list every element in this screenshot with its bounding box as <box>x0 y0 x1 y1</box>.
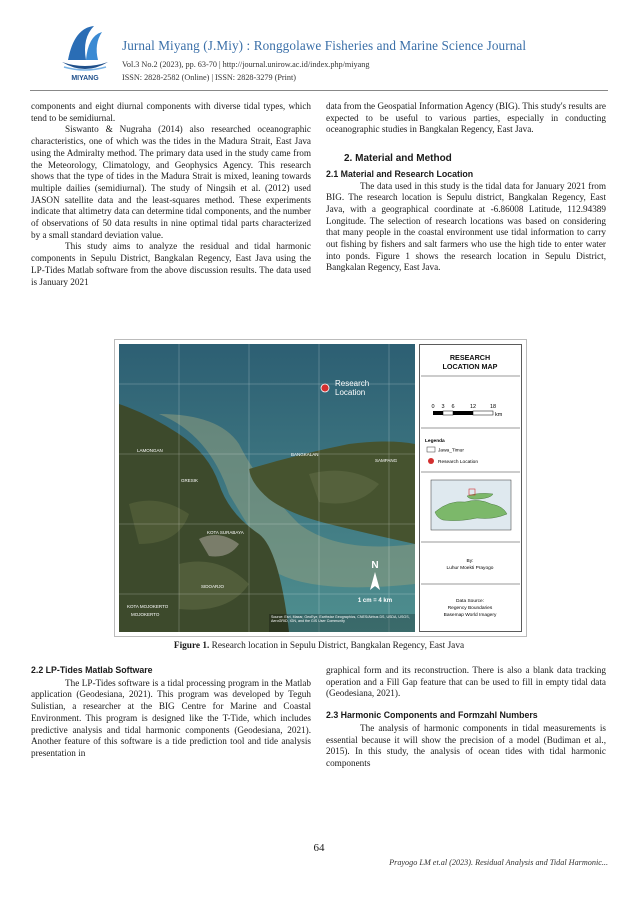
left-column <box>31 101 311 288</box>
figure-caption-text: Research location in Sepulu District, Bangkalan Regency, East Java <box>209 641 465 651</box>
legend-title-1: RESEARCH <box>449 353 491 362</box>
svg-text:6: 6 <box>451 404 455 410</box>
legend-item-jatim: Jawa_Timur <box>438 448 464 454</box>
bottom-right-column <box>326 665 606 770</box>
svg-text:12: 12 <box>469 404 477 410</box>
research-location-marker <box>321 384 329 392</box>
figure-caption <box>0 641 638 651</box>
legend-item-research: Research Location <box>438 460 478 465</box>
source-item-2: Basemap World Imagery <box>443 613 497 618</box>
author-name: Luhur Moekti Prayogo <box>446 566 494 571</box>
label-sidoarjo: SIDOARJO <box>201 584 225 589</box>
legend-swatch-jatim <box>427 447 435 452</box>
left-paragraph-1: components and eight diurnal components with diverse tidal types, which tend to be semidiurnal. <box>31 101 311 123</box>
legend-marker-research <box>428 458 434 464</box>
subsection-heading-2-3: 2.3 Harmonic Components and Formzahl Numbers <box>326 710 538 721</box>
journal-logo <box>54 20 116 82</box>
inset-map <box>431 480 511 530</box>
right-column <box>326 101 606 274</box>
label-sampang: SAMPANG <box>375 458 398 463</box>
bottom-right-paragraph-2: The analysis of harmonic components in tidal measurements is essential because it will show the precision of a model (Budiman et al., 2015). In this study, the analysis of ocean tides with tidal harmonic components <box>326 722 606 768</box>
source-item-1: Regency Boundaries <box>447 606 493 611</box>
header-rule <box>30 90 608 91</box>
bottom-left-paragraph-1: The LP-Tides software is a tidal processing program in the Matlab application (Geodesiana, 2021). This program was developed by Teguh Sulistian, a researcher at the BIG Centre for Marine and Coastal Environment. This program is designed like the T-Tide, which includes predictive analysis and tidal harmonic components (Geodesiana, 2021). Another feature of this software is a tide prediction tool and tide analysis presentation in <box>31 677 311 758</box>
bottom-left-column <box>31 665 311 760</box>
subsection-heading-2-1: 2.1 Material and Research Location <box>326 168 474 179</box>
left-paragraph-2: Siswanto & Nugraha (2014) also researched oceanographic characteristics, one of which was the tides in the Madura Strait, East Java using the Admiralty method. The primary data used in the study came from the Meteorology, Climatology, and Geophysics Agency. This research shows that the type of tides in the Madura Strait is mixed, leaning towards multiple dailies (semidiurnal). The study of Ningsih et al. (2012) used JASON satellite data and the least-squares method. These experiments indicate that altimetry data can determine tidal components, and the number of observations of 50 data results in nine optimal tidal parts characterized by a small standard deviation value. <box>31 124 311 240</box>
label-lamongan: LAMONGAN <box>137 448 163 453</box>
page-number: 64 <box>313 842 325 854</box>
label-gresik: GRESIK <box>181 478 199 483</box>
footer-citation: Prayogo LM et.al (2023). Residual Analysis and Tidal Harmonic... <box>389 858 608 867</box>
logo-text: MIYANG <box>71 75 99 82</box>
section-heading-2: 2. Material and Method <box>344 153 452 165</box>
legend-panel <box>419 344 522 632</box>
left-paragraph-3: This study aims to analyze the residual and tidal harmonic components in Sepulu District, Bangkalan Regency, East Java using the LP-Tides Matlab software from the above discussion results. The data used is January 2021 <box>31 241 311 287</box>
svg-text:km: km <box>495 412 503 418</box>
journal-title: Jurnal Miyang (J.Miy) : Ronggolawe Fisheries and Marine Science Journal <box>122 38 527 53</box>
bottom-right-paragraph-1: graphical form and its reconstruction. There is also a blank data tracking operation and a Fill Gap feature that can be used to fill in empty tidal data (Geodesiana, 2021). <box>326 665 606 699</box>
map-research-label-1: Research <box>335 379 370 388</box>
source-heading: Data Source: <box>456 599 484 604</box>
legend-heading: Legenda <box>425 439 445 444</box>
map-research-label-2: Location <box>335 388 366 397</box>
subsection-heading-2-2: 2.2 LP-Tides Matlab Software <box>31 665 153 675</box>
legend-title-2: LOCATION MAP <box>442 362 498 371</box>
svg-text:18: 18 <box>489 404 497 410</box>
right-paragraph-1: data from the Geospatial Information Agency (BIG). This study's results are expected to be useful to various parties, especially in conducting oceanographic studies in Bangkalan Regency, East Java. <box>326 101 606 135</box>
map-credits: Source: Esri, Maxar, GeoEye, Earthstar Geographics, CNES/Airbus DS, USDA, USGS, AeroGRID, IGN, and the GIS User Community <box>271 615 410 624</box>
map-scale-text: 1 cm = 4 km <box>357 598 393 604</box>
satellite-map <box>119 344 415 632</box>
journal-meta-line1: Vol.3 No.2 (2023), pp. 63-70 | http://journal.unirow.ac.id/index.php/miyang <box>122 60 370 69</box>
journal-meta <box>122 58 369 84</box>
label-surabaya: KOTA SURABAYA <box>207 530 244 535</box>
svg-text:3: 3 <box>441 404 445 410</box>
journal-meta-line2: ISSN: 2828-2582 (Online) | ISSN: 2828-3279 (Print) <box>122 73 297 82</box>
label-mojokerto-city: KOTA MOJOKERTO <box>127 604 169 609</box>
figure-caption-label: Figure 1. <box>173 641 210 651</box>
by-label: By: <box>466 559 474 564</box>
svg-text:0: 0 <box>431 404 435 410</box>
right-paragraph-2: The data used in this study is the tidal data for January 2021 from BIG. The research location is Sepulu district, Bangkalan Regency, East Java, with a geographical coordinate at -6.86008 Latitude, 112.94389 Longitude. The selection of research locations was based on considering that many people in the coastal environment use tidal information to carry out fishing by fishers and salt farmers who use the high tide to enter water into ponds. Figure 1 shows the research location in Sepulu District, Bangkalan Regency, East Java. <box>326 180 606 273</box>
figure-1 <box>114 339 527 637</box>
label-mojokerto: MOJOKERTO <box>131 612 160 617</box>
svg-text:N: N <box>371 560 379 571</box>
label-bangkalan: BANGKALAN <box>291 452 319 457</box>
